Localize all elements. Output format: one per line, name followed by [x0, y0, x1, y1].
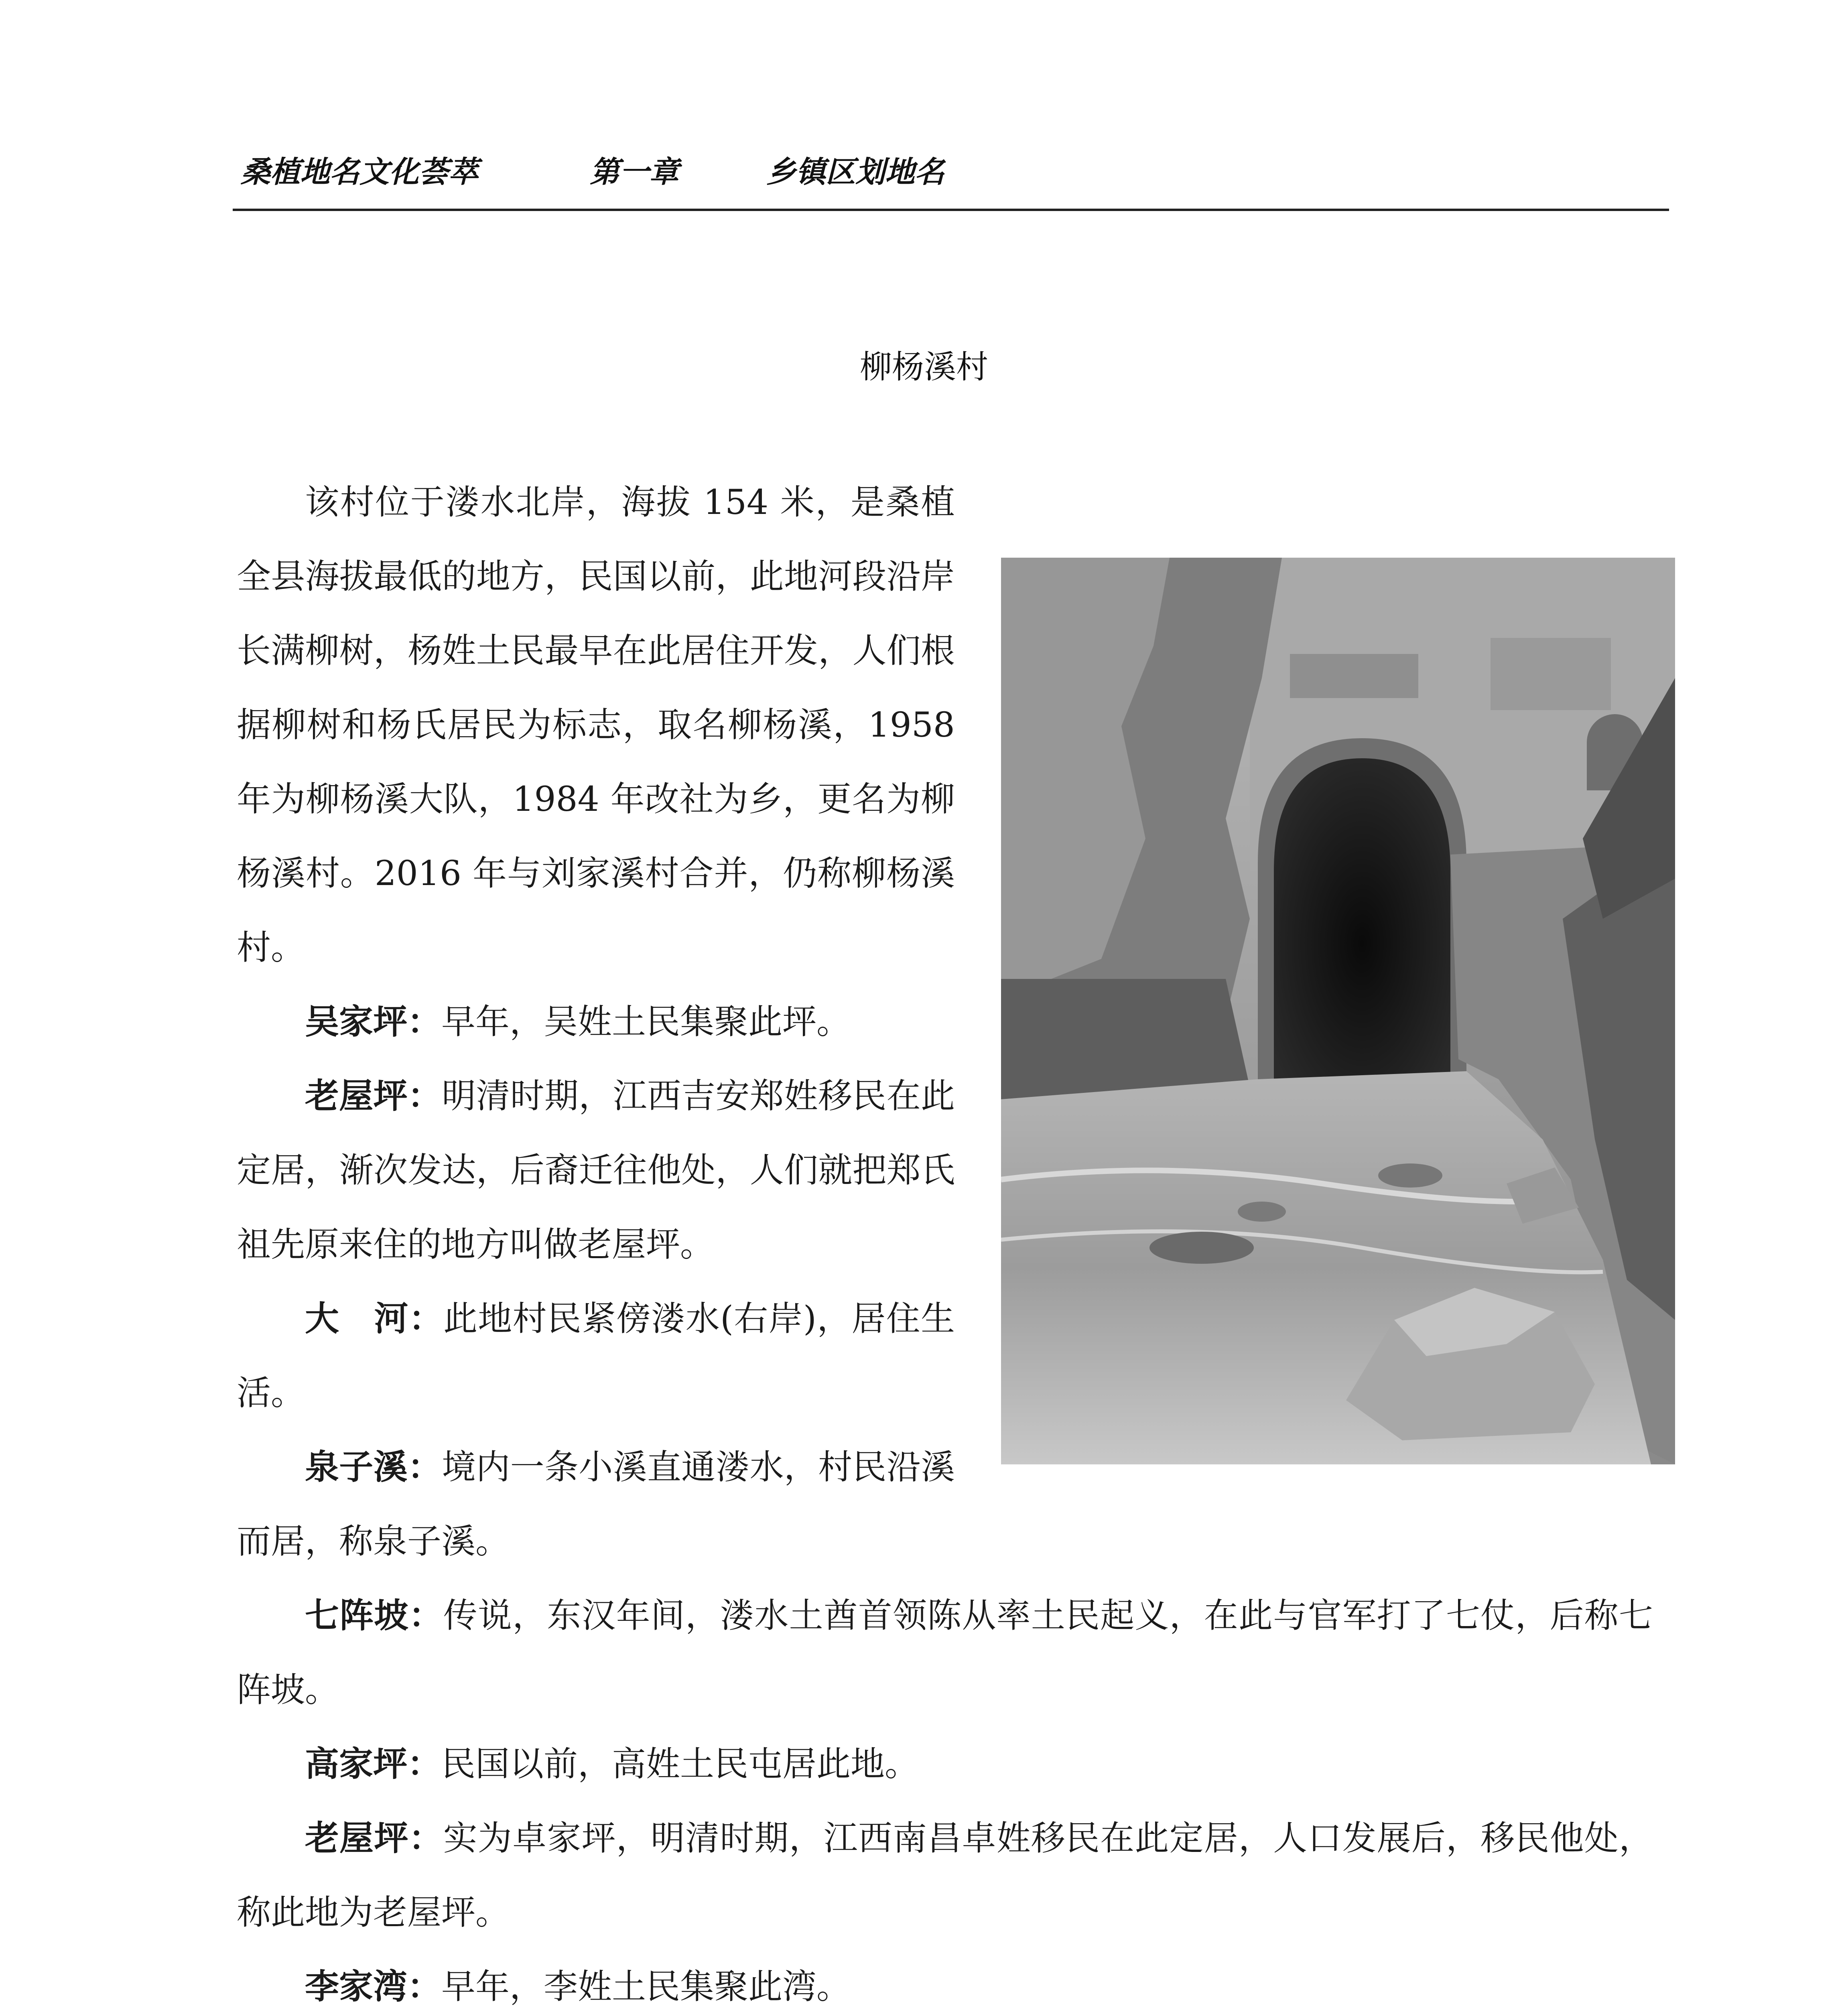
- header-rule: [233, 209, 1669, 211]
- entry-text: 此地村民紧傍溇水(右岸)，居住生活。: [237, 1299, 955, 1413]
- tunnel-photo: [1001, 558, 1675, 1464]
- entry-text: 传说，东汉年间，溇水土酋首领陈从率土民起义，在此与官军打了七仗，后称七阵坡。: [237, 1596, 1653, 1710]
- entry-term: 七阵坡：: [305, 1596, 443, 1636]
- entry-paragraph: [237, 1950, 1653, 2006]
- entry-term: 吴家坪：: [305, 1002, 442, 1042]
- header-chapter: 第一章: [590, 155, 679, 189]
- intro-paragraph: 该村位于溇水北岸，海拔 154 米，是桑植全县海拔最低的地方，民国以前，此地河段沿岸长满柳树，杨姓土民最早在此居住开发，人们根据柳树和杨氏居民为标志，取名柳杨溪，1958 年为柳杨溪大队，1984 年改社为乡，更名为柳杨溪村。2016 年与刘家溪村合并，仍称柳杨溪村。: [237, 483, 955, 968]
- entry-text: 明清时期，江西吉安郑姓移民在此定居，渐次发达，后裔迁往他处，人们就把郑氏祖先原来住的地方叫做老屋坪。: [237, 1076, 955, 1265]
- entry-paragraph: [237, 1801, 1653, 1950]
- entry-text: 境内一条小溪直通溇水，村民沿溪而居，称泉子溪。: [237, 1448, 955, 1561]
- header-section: 乡镇区划地名: [766, 155, 944, 189]
- entry-term: 高家坪：: [305, 1744, 442, 1784]
- header-book-title: 桑植地名文化荟萃: [241, 155, 478, 189]
- entry-term: 泉子溪：: [305, 1448, 442, 1487]
- entry-term: 大 河：: [305, 1299, 443, 1339]
- entry-text: 早年，李姓土民集聚此湾。: [441, 1967, 851, 2006]
- entry-paragraph: [237, 1727, 1653, 1801]
- entry-text: 实为卓家坪，明清时期，江西南昌卓姓移民在此定居，人口发展后，移民他处，称此地为老屋坪。: [237, 1819, 1653, 1933]
- entry-term: 老屋坪：: [305, 1076, 442, 1116]
- entry-term: 老屋坪：: [305, 1819, 443, 1858]
- entry-term: 李家湾：: [305, 1967, 442, 2006]
- entry-text: 早年，吴姓土民集聚此坪。: [441, 1002, 851, 1042]
- running-header: [241, 148, 1661, 197]
- page-title: 柳杨溪村: [860, 348, 988, 386]
- entry-text: 民国以前，高姓土民屯居此地。: [441, 1744, 919, 1784]
- entry-paragraph: [237, 1579, 1653, 1727]
